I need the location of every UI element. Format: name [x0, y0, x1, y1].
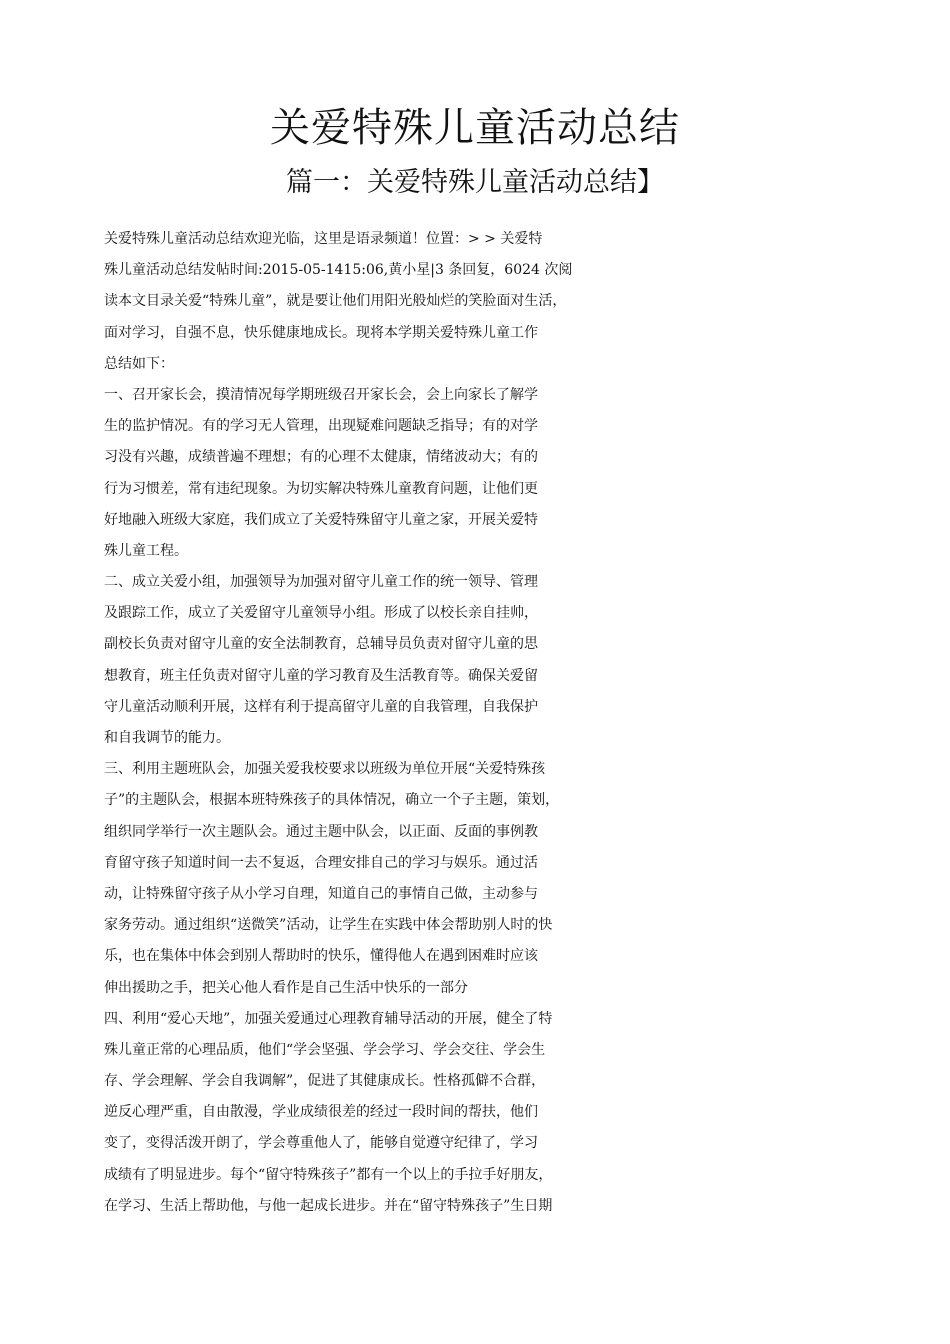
paragraph-line: 行为习惯差，常有违纪现象。为切实解决特殊儿童教育问题，让他们更 — [104, 480, 538, 497]
paragraph-line: 动，让特殊留守孩子从小学习自理，知道自己的事情自己做，主动参与 — [104, 885, 538, 902]
paragraph-line: 存、学会理解、学会自我调解”，促进了其健康成长。性格孤僻不合群， — [104, 1073, 546, 1090]
paragraph-line: 殊儿童工程。 — [104, 542, 188, 559]
paragraph-line: 一、召开家长会，摸清情况每学期班级召开家长会，会上向家长了解学 — [104, 386, 538, 403]
paragraph-line: 成绩有了明显进步。每个“留守特殊孩子”都有一个以上的手拉手好朋友， — [104, 1166, 553, 1183]
paragraph-line: 副校长负责对留守儿童的安全法制教育，总辅导员负责对留守儿童的思 — [104, 636, 538, 653]
paragraph-line: 逆反心理严重，自由散漫，学业成绩很差的经过一段时间的帮扶，他们 — [104, 1104, 538, 1121]
paragraph-line: 总结如下： — [104, 355, 174, 372]
paragraph-line: 和自我调节的能力。 — [104, 730, 230, 746]
paragraph-line: 想教育，班主任负责对留守儿童的学习教育及生活教育等。确保关爱留 — [104, 667, 538, 684]
paragraph-line: 关爱特殊儿童活动总结欢迎光临，这里是语录频道！位置：> > 关爱特 — [104, 231, 543, 247]
document-title: 关爱特殊儿童活动总结 — [270, 105, 680, 151]
document-subtitle: 篇一：关爱特殊儿童活动总结】 — [286, 167, 664, 198]
paragraph-line: 二、成立关爱小组，加强领导为加强对留守儿童工作的统一领导、管理 — [104, 574, 538, 591]
paragraph-line: 子”的主题队会，根据本班特殊孩子的具体情况，确立一个子主题，策划， — [104, 792, 560, 809]
paragraph-line: 读本文目录关爱“特殊儿童”，就是要让他们用阳光般灿烂的笑脸面对生活， — [104, 293, 567, 310]
paragraph-line: 好地融入班级大家庭，我们成立了关爱特殊留守儿童之家，开展关爱特 — [104, 511, 538, 528]
paragraph-line: 家务劳动。通过组织“送微笑”活动，让学生在实践中体会帮助别人时的快 — [104, 917, 553, 934]
paragraph-line: 育留守孩子知道时间一去不复返，合理安排自己的学习与娱乐。通过活 — [104, 854, 538, 871]
paragraph-line: 乐，也在集体中体会到别人帮助时的快乐，懂得他人在遇到困难时应该 — [104, 948, 538, 965]
paragraph-line: 及跟踪工作，成立了关爱留守儿童领导小组。形成了以校长亲自挂帅， — [104, 605, 538, 622]
paragraph-line: 生的监护情况。有的学习无人管理，出现疑难问题缺乏指导；有的对学 — [104, 418, 538, 435]
paragraph-line: 四、利用“爱心天地”，加强关爱通过心理教育辅导活动的开展，健全了特 — [104, 1010, 553, 1027]
paragraph-line: 伸出援助之手，把关心他人看作是自己生活中快乐的一部分 — [104, 979, 468, 996]
paragraph-line: 守儿童活动顺利开展，这样有利于提高留守儿童的自我管理，自我保护 — [104, 698, 538, 715]
paragraph-line: 面对学习，自强不息，快乐健康地成长。现将本学期关爱特殊儿童工作 — [104, 324, 538, 341]
paragraph-line: 在学习、生活上帮助他，与他一起成长进步。并在“留守特殊孩子”生日期 — [104, 1197, 553, 1214]
paragraph-line: 殊儿童活动总结发帖时间:2015-05-1415:06,黄小星|3 条回复，6024 次阅 — [104, 262, 573, 279]
paragraph-line: 习没有兴趣，成绩普遍不理想；有的心理不太健康，情绪波动大；有的 — [104, 449, 538, 466]
paragraph-line: 三、利用主题班队会，加强关爱我校要求以班级为单位开展“关爱特殊孩 — [104, 761, 546, 778]
paragraph-line: 变了，变得活泼开朗了，学会尊重他人了，能够自觉遵守纪律了，学习 — [104, 1135, 538, 1152]
paragraph-line: 组织同学举行一次主题队会。通过主题中队会，以正面、反面的事例教 — [104, 823, 538, 840]
document-body — [104, 224, 854, 1222]
paragraph-line: 殊儿童正常的心理品质，他们“学会坚强、学会学习、学会交往、学会生 — [104, 1041, 546, 1058]
